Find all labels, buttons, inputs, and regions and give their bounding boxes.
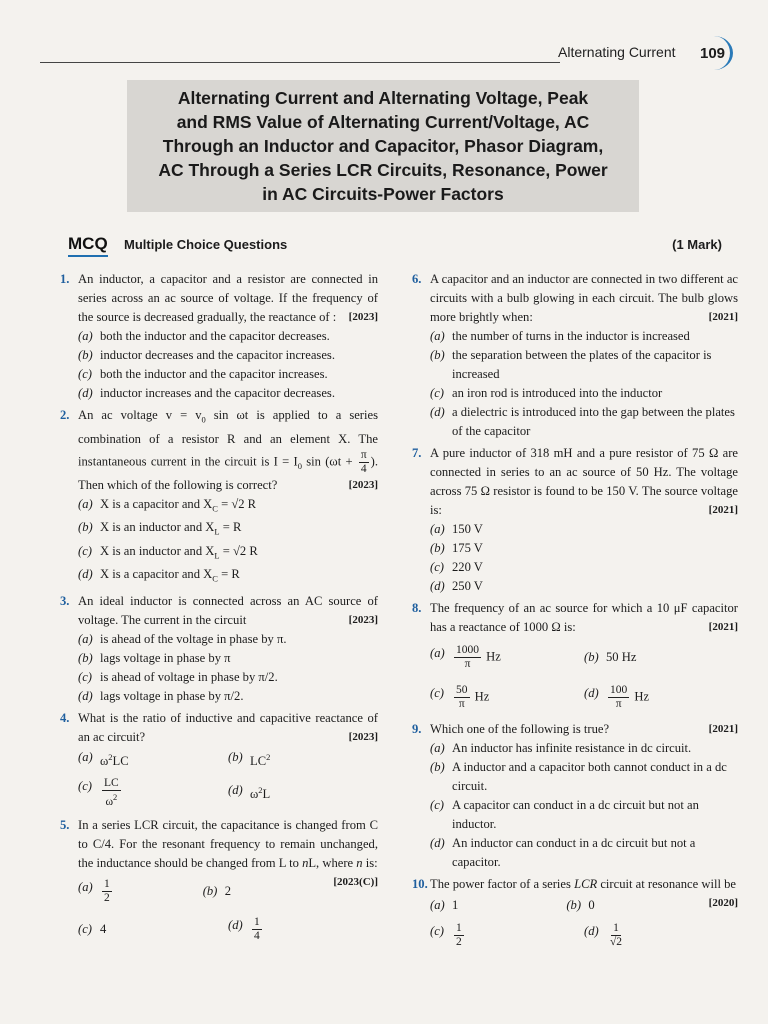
option-text: a dielectric is introduced into the gap between the plates of the capacitor	[452, 405, 735, 438]
numerator: 50	[456, 683, 468, 696]
option-label: (c)	[430, 685, 444, 700]
option-c	[430, 922, 584, 949]
option-text: 1	[452, 897, 459, 912]
option-label: (b)	[78, 520, 93, 535]
year-tag: [2021]	[708, 311, 738, 323]
question-number: 5.	[60, 817, 70, 832]
option-a	[78, 630, 378, 649]
subscript: L	[214, 526, 220, 537]
option-c	[430, 684, 584, 711]
option-label: (a)	[430, 522, 445, 536]
option-text: 50 Hz	[606, 649, 637, 664]
question-text	[78, 406, 378, 495]
question-text: A pure inductor of 318 mH and a pure resistor of 75 Ω are connected in series to an ac source of 50 Hz. The voltage across 75 Ω resistor is found to be 150 V. The source voltage is:	[430, 446, 738, 517]
numerator: 1000	[456, 643, 479, 656]
option-row	[78, 911, 378, 949]
option-text: 150 V	[452, 522, 483, 536]
topic-line: Through an Inductor and Capacitor, Phasor Diagram,	[162, 136, 604, 156]
option-label: (a)	[78, 749, 93, 764]
denominator	[103, 791, 119, 809]
denominator: 2	[104, 892, 110, 905]
option-label: (c)	[430, 798, 444, 812]
option-label: (c)	[430, 386, 444, 400]
subscript: 0	[297, 460, 302, 471]
option-c	[430, 384, 738, 403]
question-number: 3.	[60, 593, 70, 608]
unit: Hz	[634, 688, 650, 703]
option-row	[78, 773, 378, 813]
question-text: A capacitor and an inductor are connected in two different ac circuits with a bulb glowing in each circuit. The bulb glows more brightly when:	[430, 272, 738, 324]
option-text: 4	[100, 922, 107, 937]
option-b	[430, 539, 738, 558]
option-text: 2	[224, 884, 231, 899]
text-run: An ac voltage v = v	[78, 408, 202, 422]
option-text: 175 V	[452, 541, 483, 555]
chapter-title: Alternating Current	[558, 44, 676, 60]
header-rule	[40, 62, 560, 63]
numerator: 1	[104, 878, 110, 891]
text-run: ). Then which of the following is correct?	[78, 453, 379, 492]
question-10	[412, 875, 738, 954]
option-label: (b)	[584, 649, 599, 664]
option-label: (a)	[78, 329, 93, 343]
question-9	[412, 720, 738, 872]
option-label: (d)	[78, 688, 93, 703]
option-text: ω	[250, 787, 259, 802]
question-text	[430, 875, 738, 909]
option-a	[430, 327, 738, 346]
option-label: (d)	[78, 386, 93, 400]
year-tag: [2023(C)]	[333, 875, 378, 888]
option-text: inductor decreases and the capacitor increases.	[100, 348, 335, 362]
text-run: sin ωt is applied to a series combination of a resistor R and an element X. The instantaneous current in the circuit is I = I	[78, 408, 378, 468]
year-tag: [2023]	[348, 730, 378, 743]
option-c	[430, 796, 738, 834]
option-text: X is a capacitor and X	[100, 496, 213, 511]
question-number: 4.	[60, 710, 70, 725]
text-run: L, where	[308, 855, 357, 870]
superscript: 2	[266, 751, 271, 762]
option-b	[430, 758, 738, 796]
option-d	[228, 916, 378, 943]
option-text: is ahead of the voltage in phase by π.	[100, 631, 287, 646]
option-b	[566, 896, 702, 915]
option-d	[78, 565, 378, 589]
option-text: lags voltage in phase by π	[100, 650, 231, 665]
mcq-logo: MCQ	[68, 234, 108, 253]
option-label: (a)	[78, 880, 93, 895]
option-label: (c)	[78, 367, 92, 381]
question-5	[60, 816, 378, 949]
running-header	[40, 40, 740, 74]
option-row	[430, 894, 703, 916]
option-text: the separation between the plates of the capacitor is increased	[452, 348, 712, 381]
option-c	[430, 558, 738, 577]
option-label: (a)	[430, 329, 445, 343]
option-text: is ahead of voltage in phase by π/2.	[100, 669, 278, 684]
option-c	[78, 668, 378, 687]
option-a	[430, 644, 584, 671]
superscript: 2	[258, 784, 263, 795]
option-text: the number of turns in the inductor is increased	[452, 329, 690, 343]
option-d	[78, 384, 378, 403]
option-d	[584, 922, 738, 949]
question-2	[60, 406, 378, 589]
numerator: π	[360, 448, 367, 461]
option-label: (a)	[78, 631, 93, 646]
option-label: (a)	[430, 897, 445, 912]
option-label: (d)	[430, 405, 445, 419]
fraction	[454, 644, 481, 671]
option-label: (d)	[430, 836, 445, 850]
option-a	[78, 878, 203, 905]
option-c	[78, 777, 228, 809]
option-row	[430, 637, 738, 677]
option-d	[78, 687, 378, 706]
mcq-marks: (1 Mark)	[672, 237, 722, 252]
option-label: (b)	[78, 650, 93, 665]
option-b	[430, 346, 738, 384]
option-label: (b)	[228, 749, 243, 764]
option-row	[78, 873, 327, 911]
question-4	[60, 709, 378, 813]
question-number: 9.	[412, 722, 422, 736]
option-text: = R	[219, 520, 242, 535]
option-c	[78, 365, 378, 384]
fraction	[608, 922, 624, 949]
option-a	[78, 495, 378, 519]
option-text: An inductor has infinite resistance in dc circuit.	[452, 741, 692, 755]
numerator: 100	[610, 683, 628, 696]
option-label: (b)	[566, 897, 582, 912]
option-d	[228, 781, 378, 804]
option-text: An inductor can conduct in a dc circuit but not a capacitor.	[452, 836, 696, 869]
variable: n	[356, 855, 363, 870]
option-label: (d)	[584, 923, 599, 938]
year-tag: [2023]	[348, 478, 378, 491]
denominator-text: ω	[105, 795, 114, 808]
question-text: What is the ratio of inductive and capacitive reactance of an ac circuit?	[78, 710, 378, 744]
option-text: inductor increases and the capacitor decreases.	[100, 386, 335, 400]
option-text: = R	[217, 567, 240, 582]
unit: Hz	[474, 688, 490, 703]
topic-line: AC Through a Series LCR Circuits, Resonance, Power	[158, 160, 608, 180]
year-tag: [2023]	[348, 613, 378, 626]
text-run: In a series LCR circuit, the capacitance is changed from C to C/4. For the resonant frequency to remain unchanged, the inductance should be changed from L to	[78, 817, 378, 870]
option-label: (d)	[430, 579, 445, 593]
fraction	[102, 878, 112, 905]
year-tag: [2020]	[708, 897, 738, 909]
option-label: (b)	[430, 348, 445, 362]
option-b	[78, 346, 378, 365]
option-text: = √2 R	[217, 496, 257, 511]
option-label: (b)	[430, 760, 445, 774]
fraction	[359, 449, 369, 476]
denominator: 2	[456, 935, 462, 948]
fraction	[454, 684, 470, 711]
denominator: π	[458, 697, 465, 710]
option-label: (a)	[430, 645, 445, 660]
denominator: √2	[610, 935, 623, 948]
option-text: A capacitor can conduct in a dc circuit but not an inductor.	[452, 798, 699, 831]
subscript: L	[214, 550, 220, 561]
question-text: An ideal inductor is connected across an AC source of voltage. The current in the circuit	[78, 593, 378, 627]
numerator: 1	[613, 921, 619, 934]
year-tag: [2023]	[348, 311, 378, 323]
option-b	[203, 882, 328, 901]
option-row	[430, 677, 738, 717]
option-text: X is an inductor and X	[100, 520, 215, 535]
option-label: (a)	[430, 741, 445, 755]
option-text: = √2 R	[219, 543, 258, 558]
option-text: both the inductor and the capacitor decreases.	[100, 329, 330, 343]
question-number: 10.	[412, 877, 428, 891]
topic-line: in AC Circuits-Power Factors	[262, 184, 504, 204]
option-label: (b)	[430, 541, 445, 555]
subscript: C	[212, 573, 218, 584]
denominator: π	[615, 697, 622, 710]
topic-title-box	[127, 80, 639, 212]
option-label: (c)	[78, 922, 92, 937]
option-b	[78, 518, 378, 542]
question-7	[412, 444, 738, 596]
left-column	[60, 270, 378, 952]
option-label: (c)	[78, 778, 92, 793]
option-text: 250 V	[452, 579, 483, 593]
denominator: 4	[360, 462, 367, 475]
option-text: an iron rod is introduced into the inductor	[452, 386, 663, 400]
option-row	[78, 747, 378, 773]
question-3	[60, 592, 378, 706]
page-number: 109	[695, 36, 733, 70]
text-run: The power factor of a series	[430, 877, 575, 891]
question-8	[412, 599, 738, 717]
option-text: X is a capacitor and X	[100, 567, 213, 582]
option-text: both the inductor and the capacitor increases.	[100, 367, 328, 381]
option-label: (c)	[78, 669, 92, 684]
fraction	[608, 684, 629, 711]
topic-line: and RMS Value of Alternating Current/Voltage, AC	[176, 112, 590, 132]
right-column	[412, 270, 738, 957]
option-c	[78, 542, 378, 566]
option-label: (d)	[584, 685, 599, 700]
superscript: 2	[113, 791, 118, 802]
question-text: Which one of the following is true?	[430, 722, 610, 736]
option-a	[78, 748, 228, 771]
option-label: (d)	[78, 567, 93, 582]
topic-line: Alternating Current and Alternating Voltage, Peak	[177, 88, 589, 108]
fraction	[102, 777, 121, 809]
option-d	[430, 577, 738, 596]
text-run: is:	[362, 855, 378, 870]
option-label: (c)	[430, 923, 444, 938]
option-text: lags voltage in phase by π/2.	[100, 688, 244, 703]
option-d	[430, 834, 738, 872]
question-number: 8.	[412, 601, 422, 615]
option-label: (d)	[228, 782, 243, 797]
subscript: 0	[201, 414, 206, 425]
mcq-banner	[68, 234, 728, 258]
numerator: LC	[104, 776, 119, 789]
option-a	[78, 327, 378, 346]
option-text: 0	[588, 897, 595, 912]
question-text	[78, 816, 378, 888]
question-text: The frequency of an ac source for which a 10 μF capacitor has a reactance of 1000 Ω is:	[430, 601, 738, 634]
option-a	[430, 520, 738, 539]
unit: Hz	[486, 648, 501, 663]
option-text: L	[262, 787, 271, 802]
option-text: 220 V	[452, 560, 483, 574]
option-text: LC	[250, 754, 267, 769]
numerator: 1	[254, 916, 260, 929]
option-b	[584, 648, 738, 667]
question-number: 2.	[60, 408, 70, 422]
option-row	[430, 916, 738, 954]
option-label: (a)	[78, 496, 93, 511]
option-d	[584, 684, 738, 711]
option-label: (c)	[78, 543, 92, 558]
option-c	[78, 920, 228, 939]
mcq-heading: Multiple Choice Questions	[124, 237, 288, 252]
question-6	[412, 270, 738, 441]
question-number: 6.	[412, 272, 422, 286]
option-b	[78, 649, 378, 668]
option-label: (c)	[430, 560, 444, 574]
year-tag: [2021]	[708, 504, 738, 516]
subscript: C	[212, 503, 218, 514]
option-label: (d)	[228, 918, 243, 933]
numerator: 1	[456, 921, 462, 934]
variable: LCR	[574, 877, 598, 891]
question-number: 1.	[60, 272, 70, 286]
option-text: ω	[100, 754, 109, 769]
denominator: π	[464, 657, 471, 670]
option-a	[430, 739, 738, 758]
option-label: (b)	[78, 348, 93, 362]
variable: n	[302, 855, 309, 870]
superscript: 2	[108, 751, 113, 762]
option-b	[228, 748, 378, 771]
text-run: sin (ωt +	[301, 453, 357, 468]
question-1	[60, 270, 378, 403]
year-tag: [2021]	[708, 723, 738, 735]
option-text: X is an inductor and X	[100, 543, 215, 558]
option-text: LC	[112, 754, 129, 769]
fraction	[454, 922, 464, 949]
option-text: A inductor and a capacitor both cannot conduct in a dc circuit.	[452, 760, 727, 793]
fraction	[252, 916, 262, 943]
question-text: An inductor, a capacitor and a resistor are connected in series across an ac source of voltage. If the frequency of the source is decreased gradually, the reactance of :	[78, 272, 378, 324]
option-d	[430, 403, 738, 441]
option-label: (b)	[202, 884, 218, 899]
question-number: 7.	[412, 446, 422, 460]
text-run: circuit at resonance will be	[597, 877, 736, 891]
option-a	[430, 896, 566, 915]
year-tag: [2021]	[708, 621, 738, 633]
denominator: 4	[254, 930, 260, 943]
